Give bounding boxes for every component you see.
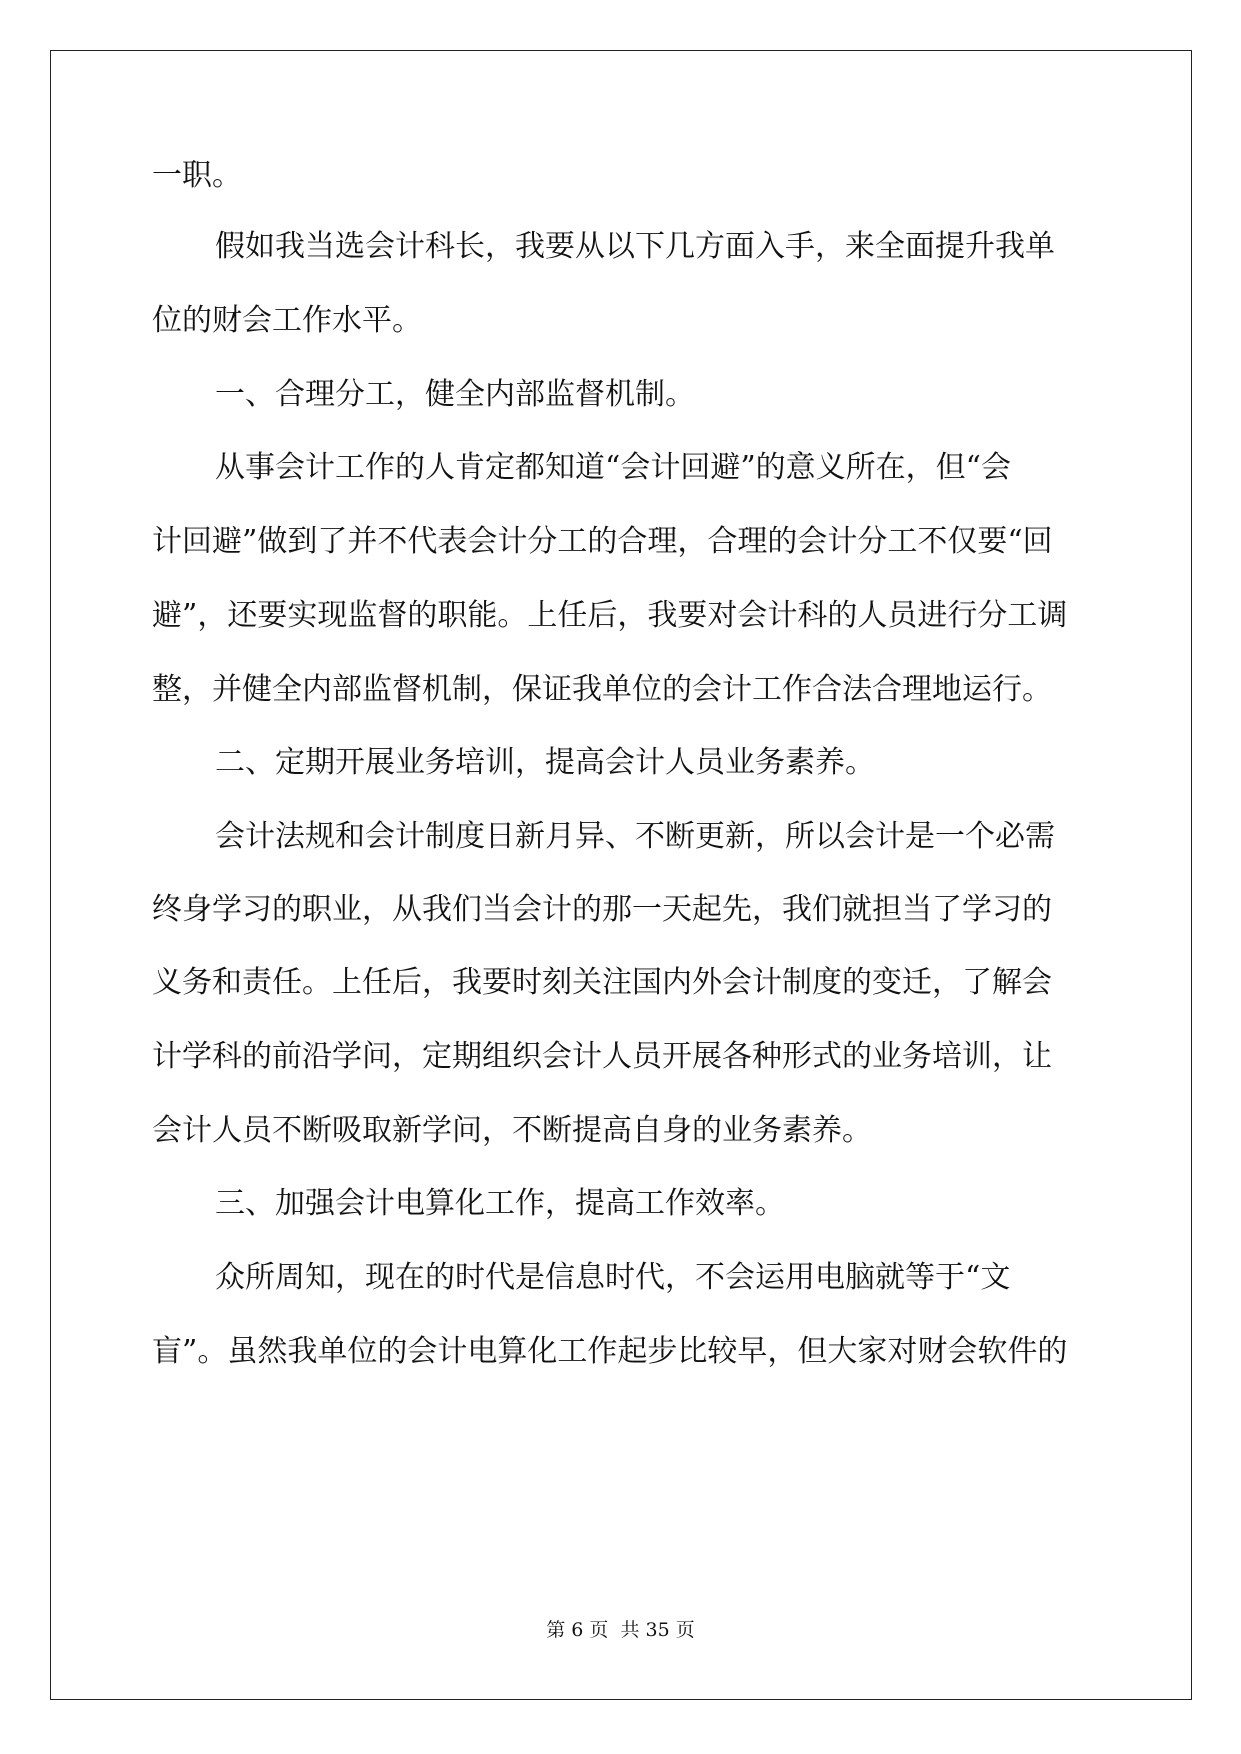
page-number: 第 6 页 <box>546 1619 609 1641</box>
text-line-10: 会计法规和会计制度日新月异、不断更新，所以会计是一个必需 <box>215 819 1055 854</box>
text-line-12: 义务和责任。上任后，我要时刻关注国内外会计制度的变迁，了解会 <box>152 965 1052 1000</box>
text-line-14: 会计人员不断吸取新学问，不断提高自身的业务素养。 <box>152 1113 872 1148</box>
section-heading-1: 一、合理分工，健全内部监督机制。 <box>215 377 695 412</box>
page-border <box>50 50 1192 1700</box>
text-line-13: 计学科的前沿学问，定期组织会计人员开展各种形式的业务培训，让 <box>152 1039 1052 1074</box>
text-line-7: 避”，还要实现监督的职能。上任后，我要对会计科的人员进行分工调 <box>152 598 1068 633</box>
text-line-6: 计回避”做到了并不代表会计分工的合理，合理的会计分工不仅要“回 <box>152 524 1053 559</box>
text-line-1: 一职。 <box>152 158 242 193</box>
page-total: 共 35 页 <box>620 1619 695 1641</box>
text-line-11: 终身学习的职业，从我们当会计的那一天起先，我们就担当了学习的 <box>152 892 1052 927</box>
text-line-17: 盲”。虽然我单位的会计电算化工作起步比较早，但大家对财会软件的 <box>152 1334 1068 1369</box>
text-line-2: 假如我当选会计科长，我要从以下几方面入手，来全面提升我单 <box>215 229 1055 264</box>
text-line-3: 位的财会工作水平。 <box>152 303 422 338</box>
text-line-5: 从事会计工作的人肯定都知道“会计回避”的意义所在，但“会 <box>215 450 1012 485</box>
text-line-16: 众所周知，现在的时代是信息时代，不会运用电脑就等于“文 <box>215 1260 1011 1295</box>
section-heading-2: 二、定期开展业务培训，提高会计人员业务素养。 <box>215 745 875 780</box>
section-heading-3: 三、加强会计电算化工作，提高工作效率。 <box>215 1186 785 1221</box>
page-footer <box>0 1618 1241 1642</box>
text-line-8: 整，并健全内部监督机制，保证我单位的会计工作合法合理地运行。 <box>152 672 1052 707</box>
